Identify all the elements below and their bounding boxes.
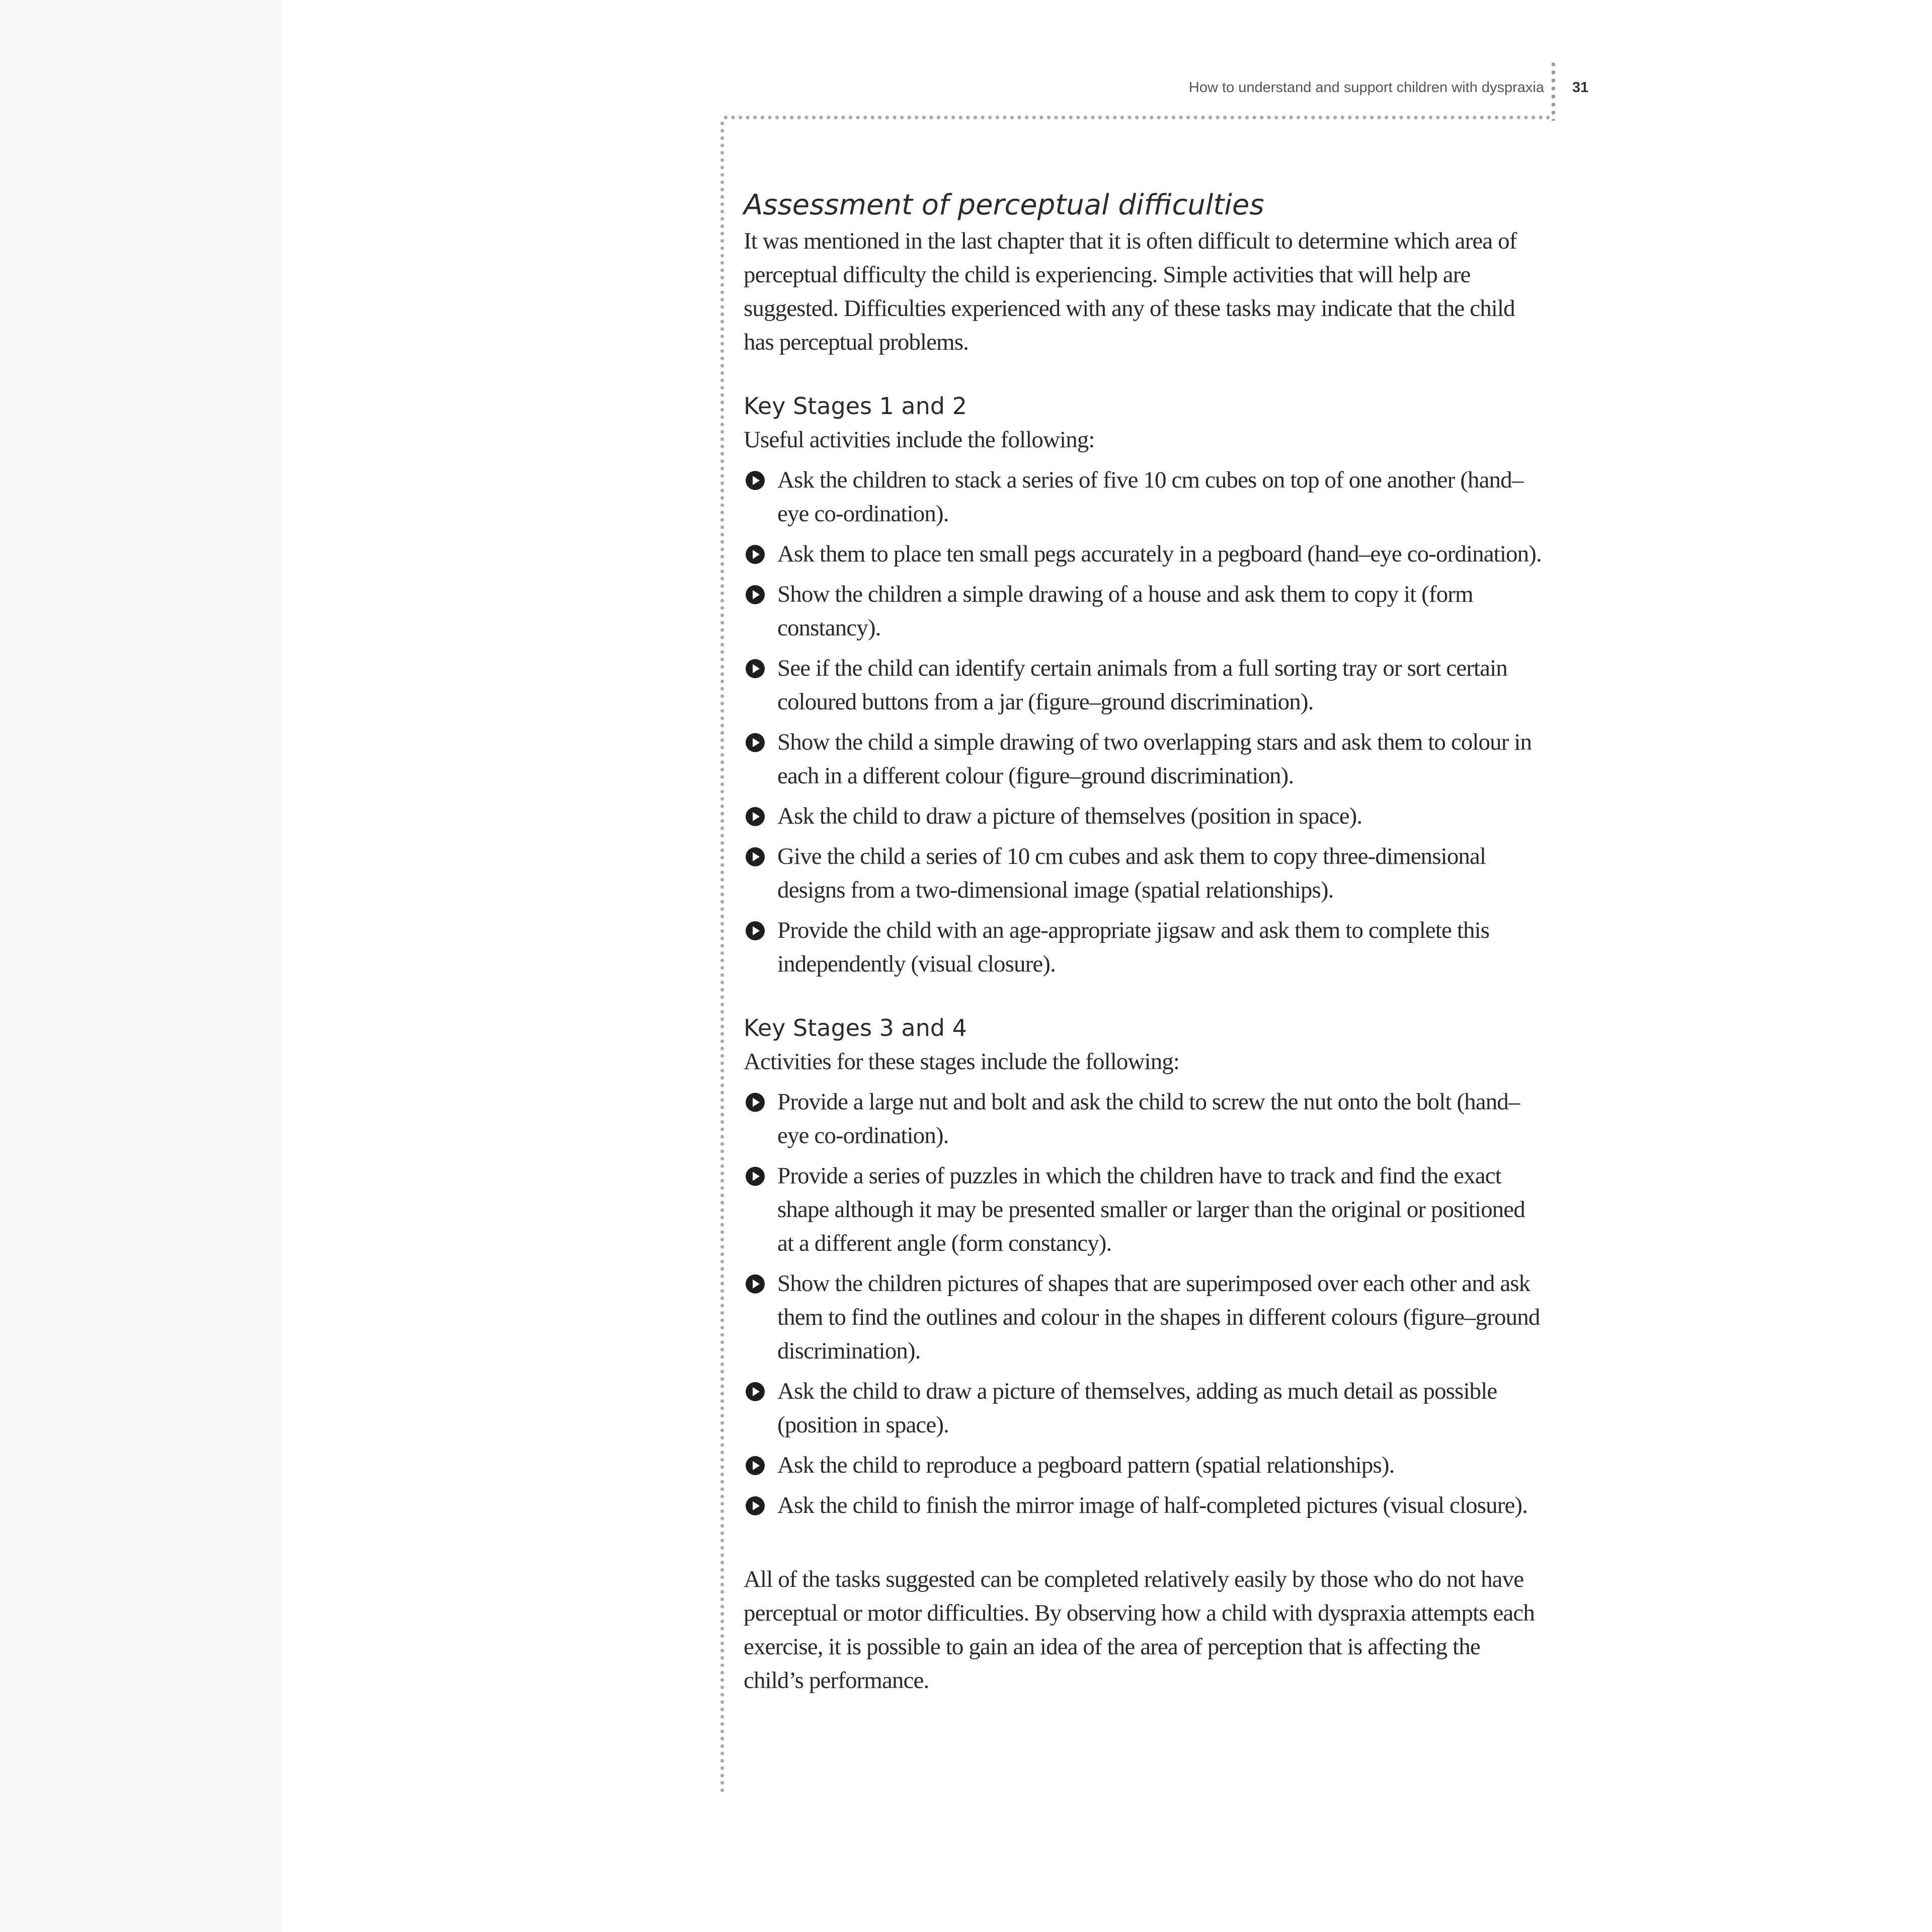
- play-bullet-icon: [746, 1496, 765, 1515]
- list-item: Provide a series of puzzles in which the children have to track and find the exact shape although it may be presented smaller or larger than the original or positioned at a different angle (form constancy).: [744, 1159, 1544, 1260]
- list-item: Ask the child to draw a picture of themselves (position in space).: [744, 799, 1544, 833]
- ks34-activity-list: [744, 1085, 1544, 1522]
- page-margin-shade: [0, 0, 282, 1932]
- list-item: Ask the children to stack a series of five 10 cm cubes on top of one another (hand–eye co-ordination).: [744, 463, 1544, 531]
- play-bullet-icon: [746, 471, 765, 490]
- list-item: Show the children a simple drawing of a house and ask them to copy it (form constancy).: [744, 578, 1544, 645]
- play-bullet-icon: [746, 921, 765, 940]
- header-dotted-divider: [1551, 60, 1556, 121]
- running-header-title: How to understand and support children with dyspraxia: [1188, 79, 1544, 96]
- play-bullet-icon: [746, 1382, 765, 1401]
- list-item: See if the child can identify certain animals from a full sorting tray or sort certain coloured buttons from a jar (figure–ground discrimination).: [744, 652, 1544, 719]
- ks12-activity-list: [744, 463, 1544, 981]
- list-item: Provide a large nut and bolt and ask the child to screw the nut onto the bolt (hand–eye co-ordination).: [744, 1085, 1544, 1153]
- ks34-heading: Key Stages 3 and 4: [744, 1014, 967, 1041]
- play-bullet-icon: [746, 659, 765, 678]
- play-bullet-icon: [746, 585, 765, 604]
- section-heading: Assessment of perceptual difficulties: [744, 189, 1264, 221]
- list-item: Provide the child with an age-appropriate jigsaw and ask them to complete this independently (visual closure).: [744, 914, 1544, 981]
- list-item: Ask the child to reproduce a pegboard pattern (spatial relationships).: [744, 1448, 1544, 1482]
- ks34-intro: Activities for these stages include the following:: [744, 1049, 1180, 1075]
- list-item: Give the child a series of 10 cm cubes and ask them to copy three-dimensional designs from a two-dimensional image (spatial relationships).: [744, 840, 1544, 907]
- section-intro: It was mentioned in the last chapter that it is often difficult to determine which area of perceptual difficulty the child is experiencing. Simple activities that will help are suggested. Difficulties experienced with any of these tasks may indicate that the child has perceptual problems.: [744, 228, 1517, 355]
- list-item: Ask the child to draw a picture of themselves, adding as much detail as possible (position in space).: [744, 1375, 1544, 1442]
- ks12-intro: Useful activities include the following:: [744, 427, 1095, 453]
- list-item: Show the child a simple drawing of two overlapping stars and ask them to colour in each in a different colour (figure–ground discrimination).: [744, 726, 1544, 793]
- list-item: Ask them to place ten small pegs accurately in a pegboard (hand–eye co-ordination).: [744, 537, 1544, 571]
- play-bullet-icon: [746, 545, 765, 564]
- closing-paragraph: All of the tasks suggested can be completed relatively easily by those who do not have perceptual or motor difficulties. By observing how a child with dyspraxia attempts each exercise, it is possible to gain an idea of the area of perception that is affecting the child’s performance.: [744, 1566, 1535, 1694]
- play-bullet-icon: [746, 847, 765, 866]
- list-item: Show the children pictures of shapes that are superimposed over each other and ask them to find the outlines and colour in the shapes in different colours (figure–ground discrimination).: [744, 1267, 1544, 1368]
- play-bullet-icon: [746, 1167, 765, 1186]
- ks12-heading: Key Stages 1 and 2: [744, 392, 967, 420]
- margin-dotted-rule: [720, 120, 725, 1793]
- header-dotted-rule: [722, 115, 1552, 120]
- play-bullet-icon: [746, 807, 765, 826]
- play-bullet-icon: [746, 1274, 765, 1294]
- play-bullet-icon: [746, 1456, 765, 1475]
- page-number: 31: [1572, 79, 1589, 96]
- list-item: Ask the child to finish the mirror image of half-completed pictures (visual closure).: [744, 1489, 1544, 1522]
- play-bullet-icon: [746, 733, 765, 752]
- play-bullet-icon: [746, 1093, 765, 1112]
- page-content: [744, 186, 1544, 1698]
